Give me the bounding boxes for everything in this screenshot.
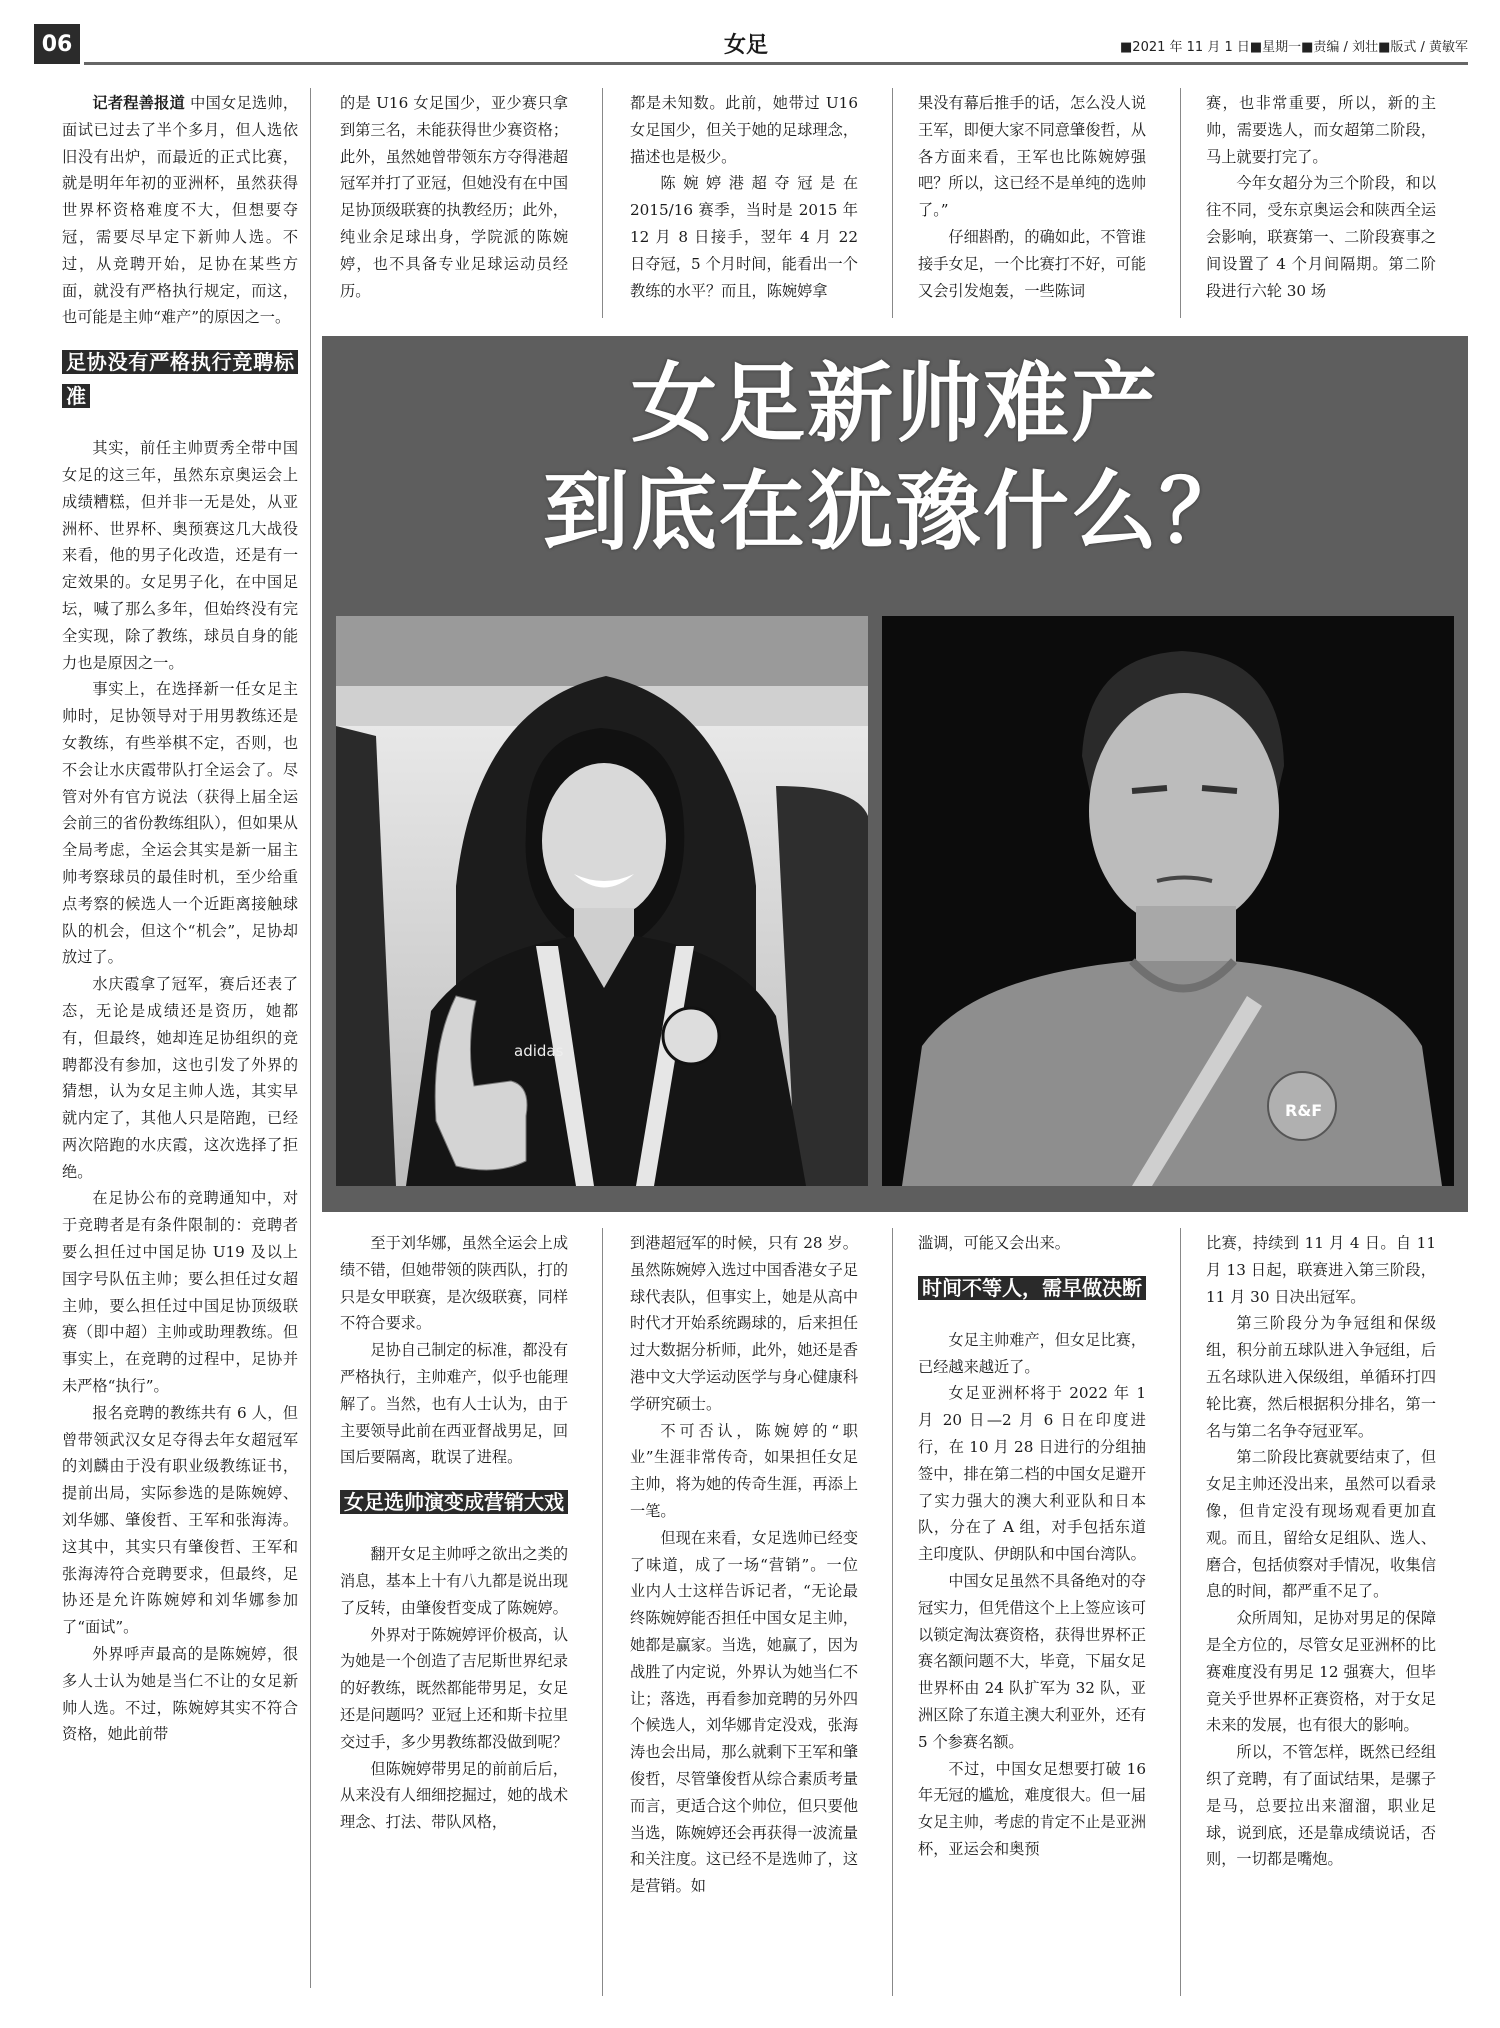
column-rule [892, 88, 893, 318]
paragraph: 但现在来看，女足选帅已经变了味道，成了一场“营销”。一位业内人士这样告诉记者，“无论最终陈婉婷能否担任中国女足主帅，她都是赢家。当选，她赢了，因为战胜了内定说，外界认为她当仁不让；落选，再看参加竞聘的另外四个候选人，刘华娜肯定没戏，张海涛也会出局，那么就剩下王军和肇俊哲，尽管肇俊哲从综合素质考量而言，更适合这个帅位，但只要他当选，陈婉婷还会再获得一波流量和关注度。这已经不是选帅了，这是营销。如 [630, 1528, 858, 1896]
paragraph: 足协自己制定的标准，都没有严格执行，主帅难产，似乎也能理解了。当然，也有人士认为，由于主要领导此前在西亚督战男足，回国后要隔离，耽误了进程。 [340, 1341, 568, 1467]
rf-badge: R&F [1285, 1101, 1323, 1120]
headline [322, 350, 1468, 566]
column-rule [1180, 88, 1181, 318]
paragraph: 都是未知数。此前，她带过 U16 女足国少，但关于她的足球理念，描述也是极少。 [630, 94, 858, 166]
column-rule [310, 88, 311, 1988]
subhead [340, 1485, 568, 1519]
column-3-bottom [630, 1230, 858, 1996]
paragraph: 至于刘华娜，虽然全运会上成绩不错，但她带领的陕西队，打的只是女甲联赛，是次级联赛，同样不符合要求。 [340, 1234, 568, 1333]
byline: 记者程善报道 [92, 94, 186, 112]
column-3-top [630, 90, 858, 310]
dateline: ■2021 年 11 月 1 日■星期一■责编 / 刘壮■版式 / 黄敏军 [1120, 40, 1468, 55]
paragraph: 众所周知，足协对男足的保障是全方位的，尽管女足亚洲杯的比赛难度没有男足 12 强赛大，但毕竟关乎世界杯正赛资格，对于女足未来的发展，也有很大的影响。 [1206, 1609, 1436, 1735]
paragraph: 报名竞聘的教练共有 6 人，但曾带领武汉女足夺得去年女超冠军的刘麟由于没有职业级教练证书，提前出局，实际参选的是陈婉婷、刘华娜、肇俊哲、王军和张海涛。这其中，其实只有肇俊哲、王军和张海涛符合竞聘要求，但最终，足协还是允许陈婉婷和刘华娜参加了“面试”。 [62, 1403, 298, 1637]
column-2-bottom [340, 1230, 568, 1996]
paragraph: 不可否认，陈婉婷的“职业”生涯非常传奇，如果担任女足主帅，将为她的传奇生涯，再添上一笔。 [630, 1421, 858, 1520]
paragraph: 事实上，在选择新一任女足主帅时，足协领导对于用男教练还是女教练，有些举棋不定，否则，也不会让水庆霞带队打全运会了。尽管对外有官方说法（获得上届全运会前三的省份教练组队），但如果从全局考虑，全运会其实是新一届主帅考察球员的最佳时机，至少给重点考察的候选人一个近距离接触球队的机会，但这个“机会”，足协却放过了。 [62, 680, 298, 967]
column-5-top [1206, 90, 1436, 310]
column-2-top [340, 90, 568, 310]
paragraph: 外界对于陈婉婷评价极高，认为她是一个创造了吉尼斯世界纪录的好教练，既然都能带男足，女足还是问题吗？亚冠上还和斯卡拉里交过手，多少男教练都没做到呢？ [340, 1625, 568, 1751]
paragraph: 女足主帅难产，但女足比赛，已经越来越近了。 [918, 1330, 1146, 1376]
paragraph [62, 90, 298, 331]
subhead-text: 时间不等人，需早做决断 [918, 1276, 1146, 1300]
column-rule [602, 1228, 603, 1996]
male-coach-illustration [882, 616, 1454, 1186]
paragraph: 水庆霞拿了冠军，赛后还表了态，无论是成绩还是资历，她都有，但最终，她却连足协组织的竞聘都没有参加，这也引发了外界的猜想，认为女足主帅人选，其实早就内定了，其他人只是陪跑，已经两次陪跑的水庆霞，这次选择了拒绝。 [62, 975, 298, 1181]
paragraph: 中国女足虽然不具备绝对的夺冠实力，但凭借这个上上签应该可以锁定淘汰赛资格，获得世界杯正赛名额问题不大，毕竟，下届女足世界杯由 24 队扩军为 32 队，亚洲区除了东道主澳大利亚外，还有 5 个参赛名额。 [918, 1571, 1146, 1751]
paragraph: 不过，中国女足想要打破 16 年无冠的尴尬，难度很大。但一届女足主帅，考虑的肯定不止是亚洲杯，亚运会和奥预 [918, 1759, 1146, 1858]
paragraph: 陈婉婷港超夺冠是在 2015/16 赛季，当时是 2015 年 12 月 8 日接手，翌年 4 月 22 日夺冠，5 个月时间，能看出一个教练的水平？而且，陈婉婷拿 [630, 174, 858, 300]
subhead [62, 345, 298, 413]
column-4-top [918, 90, 1146, 310]
paragraph: 但陈婉婷带男足的前前后后，从来没有人细细挖掘过，她的战术理念、打法、带队风格， [340, 1759, 568, 1832]
subhead [918, 1271, 1146, 1305]
paragraph: 的是 U16 女足国少，亚少赛只拿到第三名，未能获得世少赛资格；此外，虽然她曾带领东方夺得港超冠军并打了亚冠，但她没有在中国足协顶级联赛的执教经历；此外，纯业余足球出身，学院派的陈婉婷，也不具备专业足球运动员经历。 [340, 94, 568, 300]
subhead-text: 女足选帅演变成营销大戏 [340, 1490, 568, 1514]
column-1 [62, 90, 298, 1990]
paragraph: 仔细斟酌，的确如此，不管谁接手女足，一个比赛打不好，可能又会引发炮轰，一些陈词 [918, 227, 1146, 300]
column-rule [1180, 1228, 1181, 1996]
photo-female-coach [336, 616, 868, 1186]
paragraph: 在足协公布的竞聘通知中，对于竞聘者是有条件限制的：竞聘者要么担任过中国足协 U19 及以上国字号队伍主帅；要么担任过女超主帅，要么担任过中国足协顶级联赛（即中超）主帅或助理教练。但事实上，在竞聘的过程中，足协并未严格“执行”。 [62, 1189, 298, 1396]
paragraph: 外界呼声最高的是陈婉婷，很多人士认为她是当仁不让的女足新帅人选。不过，陈婉婷其实不符合资格，她此前带 [62, 1645, 298, 1744]
column-rule [602, 88, 603, 318]
paragraph: 比赛，持续到 11 月 4 日。自 11 月 13 日起，联赛进入第三阶段，11 月 30 日决出冠军。 [1206, 1234, 1436, 1306]
header-rule [84, 62, 1468, 65]
female-coach-illustration [336, 616, 868, 1186]
paragraph: 到港超冠军的时候，只有 28 岁。虽然陈婉婷入选过中国香港女子足球代表队，但事实上，她是从高中时代才开始系统踢球的，后来担任过大数据分析师，此外，她还是香港中文大学运动医学与身心健康科学研究硕士。 [630, 1234, 858, 1413]
paragraph: 滥调，可能又会出来。 [918, 1234, 1070, 1252]
page-number: 06 [34, 24, 80, 64]
headline-line-2: 到底在犹豫什么？ [543, 461, 1247, 562]
paragraph: 其实，前任主帅贾秀全带中国女足的这三年，虽然东京奥运会上成绩糟糕，但并非一无是处，从亚洲杯、世界杯、奥预赛这几大战役来看，他的男子化改造，还是有一定效果的。女足男子化，在中国足坛，喊了那么多年，但始终没有完全实现，除了教练，球员自身的能力也是原因之一。 [62, 439, 298, 672]
adidas-logo: adidas [514, 1042, 564, 1060]
section-title: 女足 [724, 33, 769, 58]
paragraph: 果没有幕后推手的话，怎么没人说王军，即便大家不同意肇俊哲，从各方面来看，王军也比陈婉婷强吧？所以，这已经不是单纯的选帅了。” [918, 94, 1146, 220]
headline-line-1: 女足新帅难产 [631, 353, 1159, 454]
paragraph: 第三阶段分为争冠组和保级组，积分前五球队进入争冠组，后五名球队进入保级组，单循环打四轮比赛，然后根据积分排名，第一名与第二名争夺冠亚军。 [1206, 1314, 1436, 1440]
column-5-bottom [1206, 1230, 1436, 1996]
photo-male-coach [882, 616, 1454, 1186]
column-4-bottom [918, 1230, 1146, 1996]
newspaper-page [34, 22, 1468, 2012]
paragraph: 女足亚洲杯将于 2022 年 1 月 20 日—2 月 6 日在印度进行，在 10 月 28 日进行的分组抽签中，排在第二档的中国女足避开了实力强大的澳大利亚队和日本队，分在了 A 组，对手包括东道主印度队、伊朗队和中国台湾队。 [918, 1384, 1146, 1564]
paragraph: 赛，也非常重要，所以，新的主帅，需要选人，而女超第二阶段，马上就要打完了。 [1206, 94, 1436, 166]
column-rule [892, 1228, 893, 1996]
paragraph: 翻开女足主帅呼之欲出之类的消息，基本上十有八九都是说出现了反转，由肇俊哲变成了陈婉婷。 [340, 1545, 568, 1617]
subhead-text: 足协没有严格执行竞聘标准 [62, 350, 298, 408]
paragraph: 今年女超分为三个阶段，和以往不同，受东京奥运会和陕西全运会影响，联赛第一、二阶段赛事之间设置了 4 个月间隔期。第二阶段进行六轮 30 场 [1206, 174, 1436, 300]
headline-banner [322, 336, 1468, 1212]
paragraph: 所以，不管怎样，既然已经组织了竞聘，有了面试结果，是骡子是马，总要拉出来溜溜，职业足球，说到底，还是靠成绩说话，否则，一切都是嘴炮。 [1206, 1743, 1436, 1869]
paragraph-text: 中国女足选帅，面试已过去了半个多月，但人选依旧没有出炉，而最近的正式比赛，就是明年年初的亚洲杯，虽然获得世界杯资格难度不大，但想要夺冠，需要尽早定下新帅人选。不过，从竞聘开始，足协在某些方面，就没有严格执行规定，而这，也可能是主帅“难产”的原因之一。 [62, 94, 298, 327]
paragraph: 第二阶段比赛就要结束了，但女足主帅还没出来，虽然可以看录像，但肯定没有现场观看更加直观。而且，留给女足组队、选人、磨合，包括侦察对手情况，收集信息的时间，都严重不足了。 [1206, 1448, 1436, 1601]
